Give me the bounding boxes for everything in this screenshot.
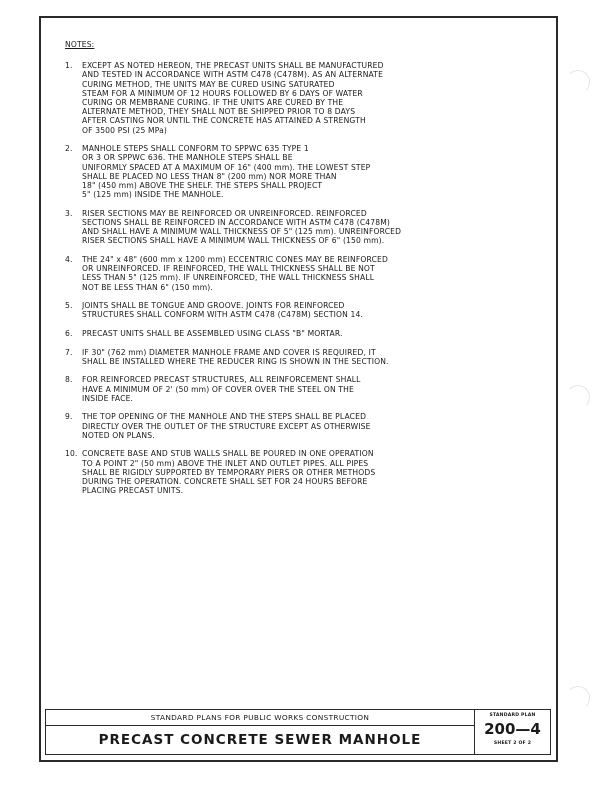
note-line: EXCEPT AS NOTED HEREON, THE PRECAST UNITS SHALL BE MANUFACTURED xyxy=(82,61,384,71)
note-text xyxy=(82,329,495,338)
note-item xyxy=(65,61,495,135)
drawing-title: PRECAST CONCRETE SEWER MANHOLE xyxy=(98,732,422,748)
note-text xyxy=(82,375,495,403)
note-item xyxy=(65,348,495,366)
note-text xyxy=(82,144,495,199)
note-number: 2. xyxy=(65,144,73,154)
note-line: AFTER CASTING NOR UNTIL THE CONCRETE HAS ATTAINED A STRENGTH xyxy=(82,116,366,126)
note-line: PLACING PRECAST UNITS. xyxy=(82,486,184,496)
note-number: 9. xyxy=(65,412,73,422)
plan-label: STANDARD PLAN xyxy=(489,713,536,718)
note-line: MANHOLE STEPS SHALL CONFORM TO SPPWC 635 TYPE 1 xyxy=(82,144,309,154)
note-line: DURING THE OPERATION. CONCRETE SHALL SET FOR 24 HOURS BEFORE xyxy=(82,477,368,487)
note-number: 10. xyxy=(65,449,78,459)
note-line: THE 24" x 48" (600 mm x 1200 mm) ECCENTRIC CONES MAY BE REINFORCED xyxy=(82,255,388,265)
note-number: 3. xyxy=(65,208,73,218)
sheet-number: SHEET 2 OF 2 xyxy=(493,741,532,746)
note-line: SHALL BE PLACED NO LESS THAN 8" (200 mm) NOR MORE THAN xyxy=(82,171,337,181)
note-line: OR UNREINFORCED. IF REINFORCED, THE WALL THICKNESS SHALL BE NOT xyxy=(82,264,375,274)
note-item xyxy=(65,255,495,292)
note-line: CONCRETE BASE AND STUB WALLS SHALL BE POURED IN ONE OPERATION xyxy=(82,449,374,459)
note-item xyxy=(65,375,495,403)
note-text xyxy=(82,348,495,366)
notes-list xyxy=(65,61,495,495)
title-block xyxy=(45,709,551,755)
punch-hole-bottom xyxy=(566,686,590,710)
note-line: LESS THAN 5" (125 mm). IF UNREINFORCED, THE WALL THICKNESS SHALL xyxy=(82,273,375,283)
note-line: TO A POINT 2" (50 mm) ABOVE THE INLET AND OUTLET PIPES. ALL PIPES xyxy=(82,458,369,468)
note-line: IF 30" (762 mm) DIAMETER MANHOLE FRAME AND COVER IS REQUIRED, IT xyxy=(82,347,376,357)
note-line: NOTED ON PLANS. xyxy=(82,430,155,440)
note-line: AND TESTED IN ACCORDANCE WITH ASTM C478 (C478M). AS AN ALTERNATE xyxy=(82,70,384,80)
note-line: OR 3 OR SPPWC 636. THE MANHOLE STEPS SHALL BE xyxy=(82,153,293,163)
note-line: CURING METHOD, THE UNITS MAY BE CURED USING SATURATED xyxy=(82,79,335,89)
note-line: SECTIONS SHALL BE REINFORCED IN ACCORDANCE WITH ASTM C478 (C478M) xyxy=(82,218,391,228)
note-line: PRECAST UNITS SHALL BE ASSEMBLED USING CLASS "B" MORTAR. xyxy=(82,329,343,339)
note-line: SHALL BE RIGIDLY SUPPORTED BY TEMPORARY PIERS OR OTHER METHODS xyxy=(82,467,376,477)
punch-hole-top xyxy=(566,70,590,94)
notes-heading: NOTES: xyxy=(65,40,95,49)
note-line: HAVE A MINIMUM OF 2' (50 mm) OF COVER OVER THE STEEL ON THE xyxy=(82,384,354,394)
note-line: UNIFORMLY SPACED AT A MAXIMUM OF 16" (400 mm). THE LOWEST STEP xyxy=(82,162,371,172)
note-text xyxy=(82,61,495,135)
notes-section xyxy=(65,40,495,505)
note-line: THE TOP OPENING OF THE MANHOLE AND THE STEPS SHALL BE PLACED xyxy=(82,412,367,422)
note-text xyxy=(82,449,495,495)
note-text xyxy=(82,255,495,292)
note-line: OF 3500 PSI (25 MPa) xyxy=(82,125,167,135)
note-line: CURING OR MEMBRANE CURING. IF THE UNITS ARE CURED BY THE xyxy=(82,98,344,108)
note-line: RISER SECTIONS SHALL HAVE A MINIMUM WALL THICKNESS OF 6" (150 mm). xyxy=(82,236,385,246)
note-line: ALTERNATE METHOD, THEY SHALL NOT BE SHIPPED PRIOR TO 8 DAYS xyxy=(82,107,356,117)
note-item xyxy=(65,412,495,440)
note-number: 5. xyxy=(65,301,73,311)
note-line: SHALL BE INSTALLED WHERE THE REDUCER RING IS SHOWN IN THE SECTION. xyxy=(82,356,389,366)
note-line: NOT BE LESS THAN 6" (150 mm). xyxy=(82,282,213,292)
punch-hole-middle xyxy=(566,385,590,409)
note-item xyxy=(65,449,495,495)
note-line: AND SHALL HAVE A MINIMUM WALL THICKNESS OF 5" (125 mm). UNREINFORCED xyxy=(82,227,402,237)
note-number: 8. xyxy=(65,375,73,385)
note-number: 6. xyxy=(65,329,73,339)
agency-name: STANDARD PLANS FOR PUBLIC WORKS CONSTRUCTION xyxy=(46,710,474,726)
note-number: 7. xyxy=(65,347,73,357)
note-line: STRUCTURES SHALL CONFORM WITH ASTM C478 (C478M) SECTION 14. xyxy=(82,310,364,320)
note-text xyxy=(82,412,495,440)
note-number: 4. xyxy=(65,255,73,265)
note-line: FOR REINFORCED PRECAST STRUCTURES, ALL REINFORCEMENT SHALL xyxy=(82,375,361,385)
plan-info xyxy=(475,710,550,754)
note-item xyxy=(65,209,495,246)
note-item xyxy=(65,301,495,319)
note-line: RISER SECTIONS MAY BE REINFORCED OR UNREINFORCED. REINFORCED xyxy=(82,208,367,218)
note-line: DIRECTLY OVER THE OUTLET OF THE STRUCTURE EXCEPT AS OTHERWISE xyxy=(82,421,371,431)
note-line: STEAM FOR A MINIMUM OF 12 HOURS FOLLOWED BY 6 DAYS OF WATER xyxy=(82,88,363,98)
note-line: 18" (450 mm) ABOVE THE SHELF. THE STEPS SHALL PROJECT xyxy=(82,181,323,191)
note-item xyxy=(65,144,495,199)
plan-number: 200—4 xyxy=(484,720,541,738)
note-line: INSIDE FACE. xyxy=(82,393,134,403)
title-block-main xyxy=(46,710,475,754)
note-line: JOINTS SHALL BE TONGUE AND GROOVE. JOINTS FOR REINFORCED xyxy=(82,301,345,311)
note-item xyxy=(65,329,495,338)
note-text xyxy=(82,301,495,319)
note-text xyxy=(82,209,495,246)
note-line: 5" (125 mm) INSIDE THE MANHOLE. xyxy=(82,190,224,200)
note-number: 1. xyxy=(65,61,73,71)
